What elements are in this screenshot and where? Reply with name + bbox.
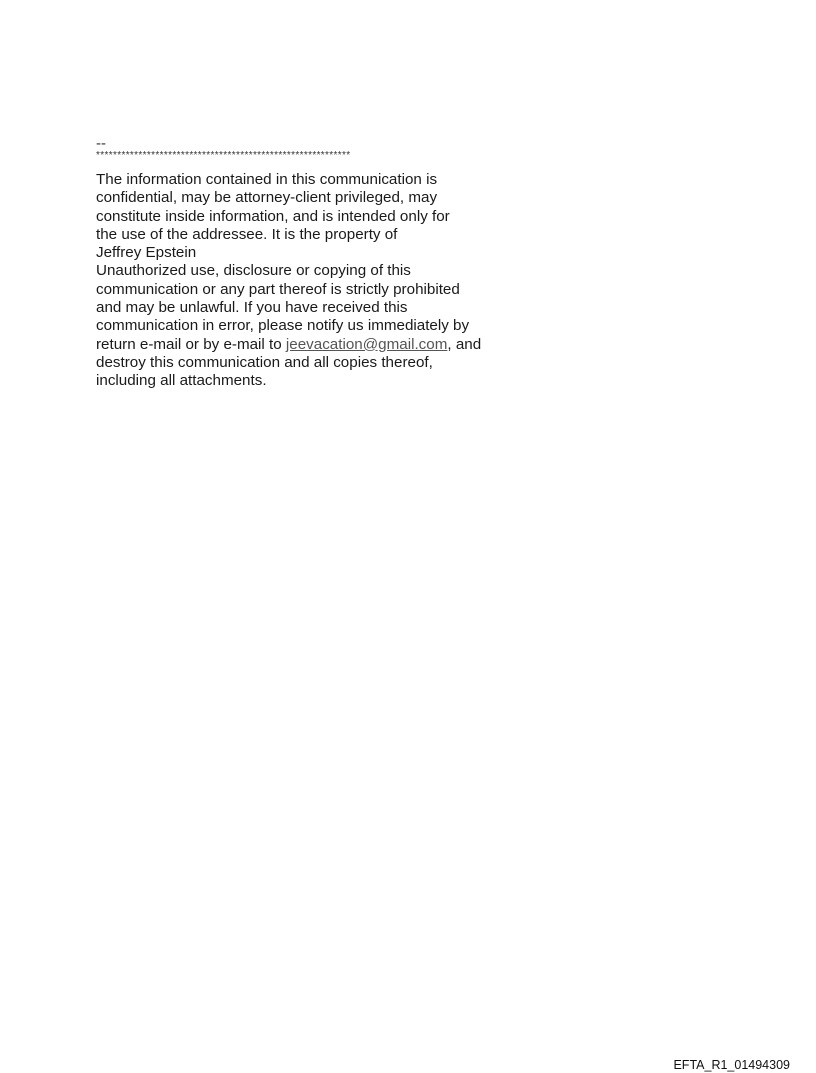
disclaimer-line: constitute inside information, and is intended only for <box>96 207 450 225</box>
disclaimer-line: communication or any part thereof is strictly prohibited <box>96 280 460 298</box>
disclaimer-line: the use of the addressee. It is the property of <box>96 225 398 243</box>
disclaimer-line: communication in error, please notify us immediately by <box>96 317 470 335</box>
disclaimer-line: including all attachments. <box>96 372 267 390</box>
email-line-prefix: return e-mail or by e-mail to <box>96 335 286 353</box>
disclaimer-line: destroy this communication and all copies thereof, <box>96 353 433 371</box>
asterisk-divider: ************************************************************ <box>96 150 351 161</box>
signature-separator: -- <box>96 135 106 152</box>
email-link[interactable]: jeevacation@gmail.com <box>285 335 448 353</box>
disclaimer-line: Unauthorized use, disclosure or copying of this <box>96 262 411 280</box>
document-id-stamp: EFTA_R1_01494309 <box>673 1058 790 1072</box>
disclaimer-line: confidential, may be attorney-client privileged, may <box>96 189 438 207</box>
disclaimer-line: Jeffrey Epstein <box>96 244 197 262</box>
disclaimer-line: and may be unlawful. If you have received this <box>96 299 408 317</box>
email-line-suffix: , and <box>447 335 482 353</box>
disclaimer-line: The information contained in this communication is <box>96 171 438 188</box>
confidentiality-disclaimer <box>96 171 536 391</box>
disclaimer-email-line <box>96 336 536 354</box>
email-signature-block <box>96 135 536 391</box>
